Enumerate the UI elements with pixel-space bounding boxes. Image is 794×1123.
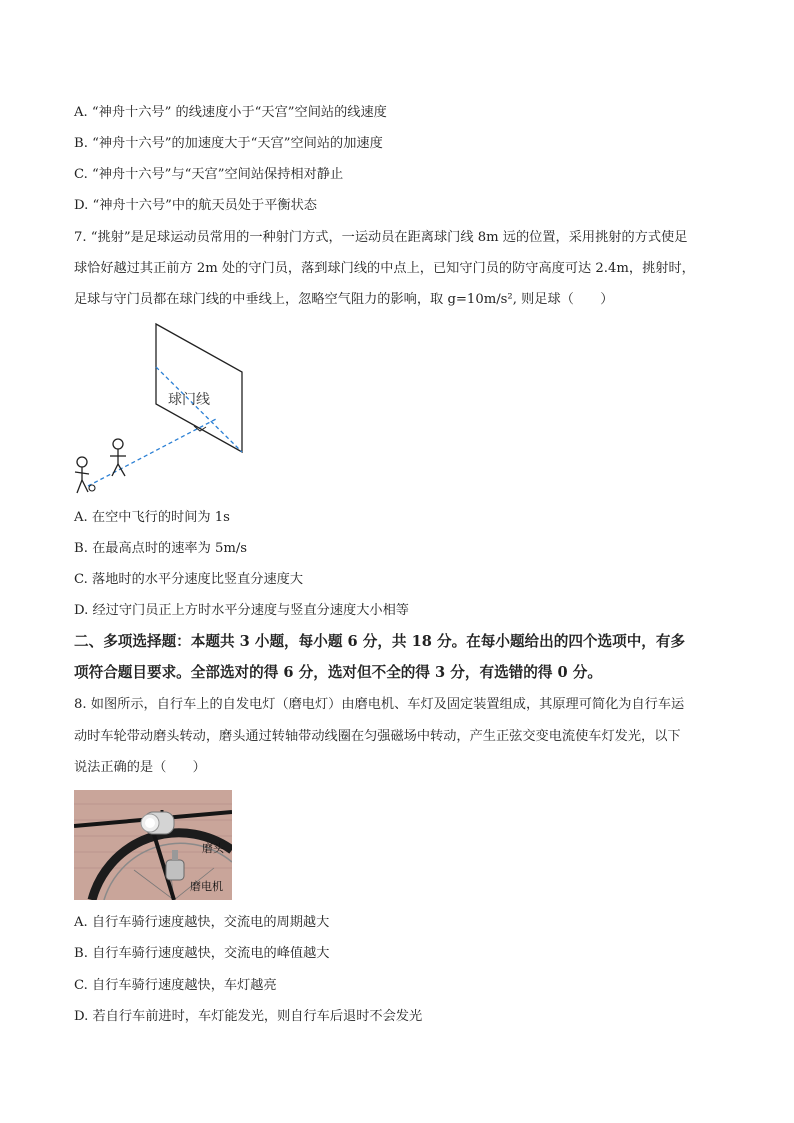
bicycle-dynamo-photo (74, 790, 232, 900)
q6-option-b: B. “神舟十六号”的加速度大于“天宫”空间站的加速度 (74, 136, 383, 151)
q7-stem-line-3: 足球与守门员都在球门线的中垂线上，忽略空气阻力的影响，取 g=10m/s², 则足球（ ） (74, 292, 614, 307)
section2-heading-line-1: 二、多项选择题：本题共 3 小题，每小题 6 分，共 18 分。在每小题给出的四个选项中，有多 (74, 633, 686, 650)
section2-heading-line-2: 项符合题目要求。全部选对的得 6 分，选对但不全的得 3 分，有选错的得 0 分。 (74, 664, 602, 681)
q8-option-a: A. 自行车骑行速度越快，交流电的周期越大 (74, 915, 330, 930)
player-figure (75, 457, 89, 493)
goal-line-label: 球门线 (168, 392, 210, 408)
q8-stem-line-2: 动时车轮带动磨头转动，磨头通过转轴带动线圈在匀强磁场中转动，产生正弦交变电流使车灯发光，以下 (74, 729, 681, 744)
q7-stem-line-1: 7. “挑射”是足球运动员常用的一种射门方式，一运动员在距离球门线 8m 远的位置，采用挑射的方式使足 (74, 230, 688, 245)
goal-frame (156, 324, 242, 452)
goalkeeper-figure (110, 439, 126, 476)
q8-stem-line-3: 说法正确的是（ ） (74, 760, 206, 775)
grinding-head-label: 磨头 (202, 842, 224, 855)
goal-line-dashed (156, 367, 242, 452)
q7-option-b: B. 在最高点时的速率为 5m/s (74, 541, 248, 556)
q8-option-b: B. 自行车骑行速度越快，交流电的峰值越大 (74, 946, 330, 961)
q7-option-c: C. 落地时的水平分速度比竖直分速度大 (74, 572, 304, 587)
q8-option-c: C. 自行车骑行速度越快，车灯越亮 (74, 978, 277, 993)
q8-option-d: D. 若自行车前进时，车灯能发光，则自行车后退时不会发光 (74, 1009, 423, 1024)
dynamo-label: 磨电机 (190, 880, 223, 893)
q6-option-a: A. “神舟十六号” 的线速度小于“天宫”空间站的线速度 (74, 105, 387, 120)
q7-option-a: A. 在空中飞行的时间为 1s (74, 510, 230, 525)
goal-diagram (70, 322, 250, 500)
q6-option-d: D. “神舟十六号”中的航天员处于平衡状态 (74, 198, 317, 213)
q8-stem-line-1: 8. 如图所示，自行车上的自发电灯（磨电灯）由磨电机、车灯及固定装置组成，其原理可简化为自行车运 (74, 697, 685, 712)
q7-stem-line-2: 球恰好越过其正前方 2m 处的守门员，落到球门线的中点上，已知守门员的防守高度可达 2.4m，挑射时， (74, 261, 695, 276)
q7-option-d: D. 经过守门员正上方时水平分速度与竖直分速度大小相等 (74, 603, 409, 618)
ball-icon (89, 485, 95, 491)
q6-option-c: C. “神舟十六号”与“天宫”空间站保持相对静止 (74, 167, 344, 182)
